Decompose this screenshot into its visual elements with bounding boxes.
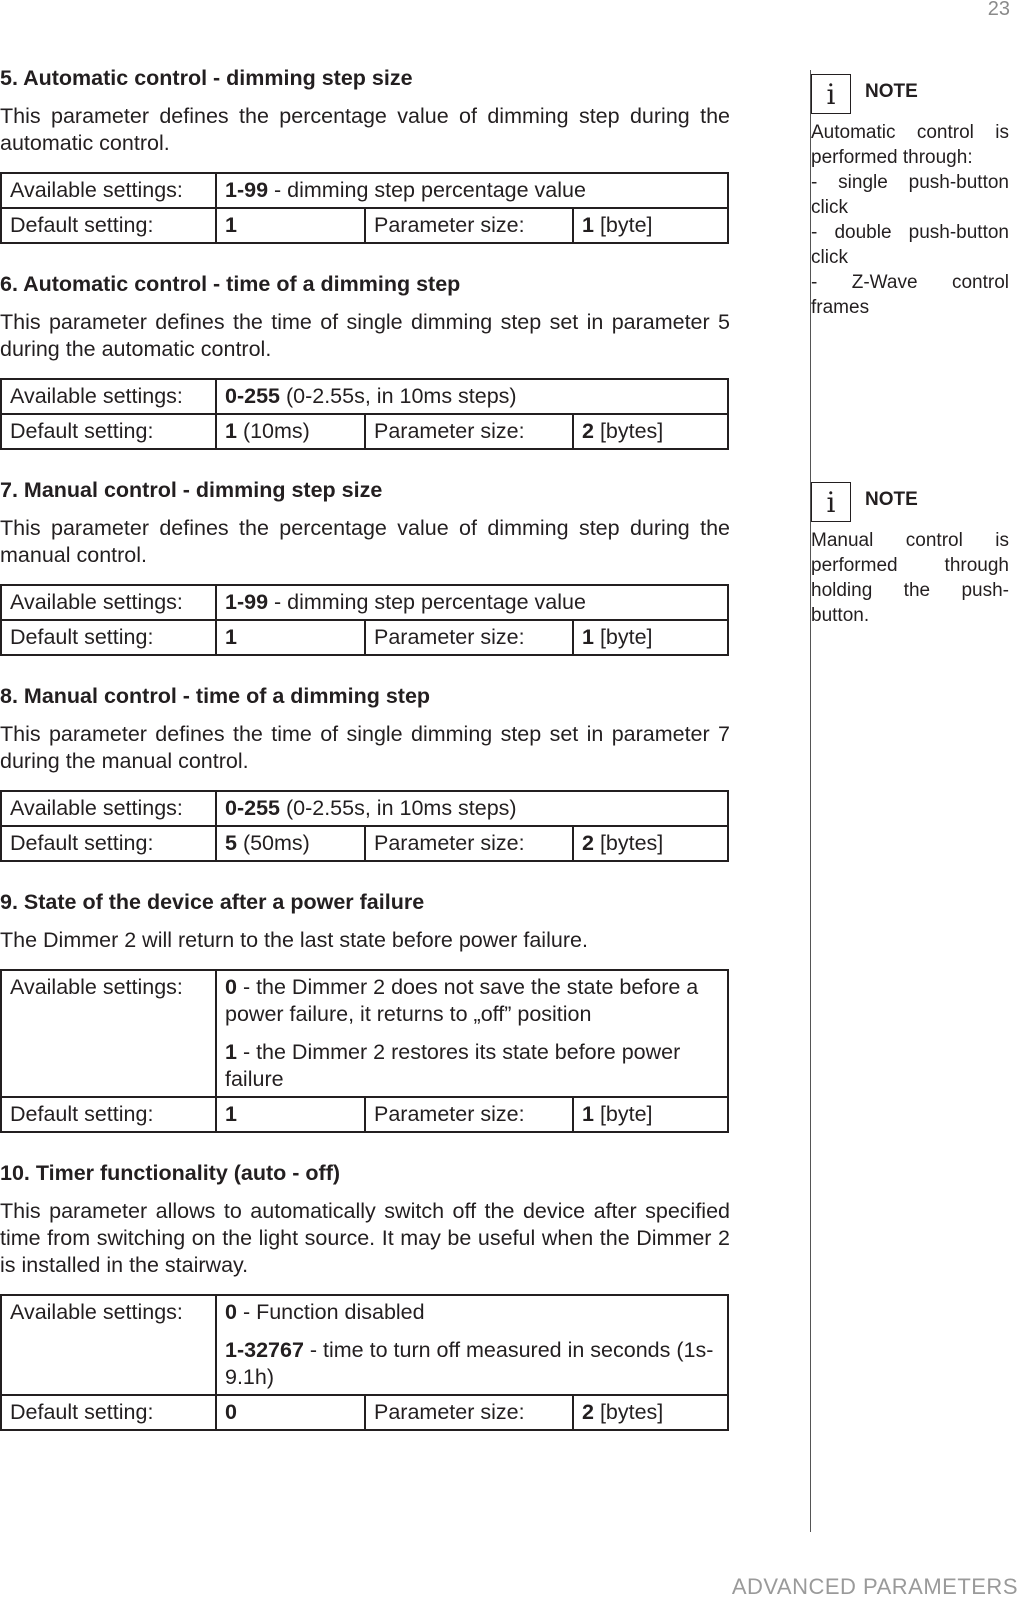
available-settings-row xyxy=(1,791,728,826)
default-setting-row xyxy=(1,620,728,655)
available-settings-label: Available settings: xyxy=(1,585,216,620)
available-settings-row xyxy=(1,379,728,414)
parameter-table xyxy=(0,790,729,862)
default-setting-label: Default setting: xyxy=(1,620,216,655)
parameter-size-value xyxy=(573,1097,728,1132)
setting-option xyxy=(225,1337,719,1391)
setting-value: 1-99 xyxy=(225,590,269,614)
default-setting-label: Default setting: xyxy=(1,826,216,861)
parameter-description: This parameter defines the percentage value of dimming step during the automatic control. xyxy=(0,104,730,155)
setting-description: - time to turn off measured in seconds (1s-9.1h) xyxy=(225,1338,714,1389)
default-setting-row xyxy=(1,1395,728,1430)
available-settings-label: Available settings: xyxy=(1,791,216,826)
note-line: - single push-button click xyxy=(811,172,1009,218)
parameter-table xyxy=(0,1294,729,1431)
default-setting-label: Default setting: xyxy=(1,208,216,243)
parameter-size-label: Parameter size: xyxy=(365,208,573,243)
default-setting-value xyxy=(216,414,365,449)
size-unit: [bytes] xyxy=(593,419,664,443)
parameter-section xyxy=(0,270,730,450)
note-line: - Z-Wave control frames xyxy=(811,272,1009,318)
setting-value: 0 xyxy=(225,1300,237,1324)
size-value: 2 xyxy=(582,419,594,443)
setting-option xyxy=(225,177,719,204)
note-automatic-control xyxy=(811,74,1009,320)
available-settings-value xyxy=(216,585,728,620)
parameter-size-label: Parameter size: xyxy=(365,826,573,861)
setting-description: - dimming step percentage value xyxy=(268,590,586,614)
setting-value: 0 xyxy=(225,975,237,999)
default-value: 0 xyxy=(225,1400,237,1424)
parameter-heading: 10. Timer functionality (auto - off) xyxy=(0,1161,341,1185)
available-settings-row xyxy=(1,173,728,208)
available-settings-row xyxy=(1,585,728,620)
setting-option xyxy=(225,795,719,822)
available-settings-row xyxy=(1,970,728,1097)
note-body xyxy=(811,120,1009,320)
default-setting-row xyxy=(1,414,728,449)
setting-value: 0-255 xyxy=(225,384,280,408)
default-setting-label: Default setting: xyxy=(1,1097,216,1132)
setting-option xyxy=(225,589,719,616)
note-title: NOTE xyxy=(865,81,918,102)
available-settings-value xyxy=(216,173,728,208)
parameter-size-value xyxy=(573,1395,728,1430)
parameter-table xyxy=(0,584,729,656)
parameter-heading: 5. Automatic control - dimming step size xyxy=(0,66,413,90)
setting-description: (0-2.55s, in 10ms steps) xyxy=(280,796,517,820)
parameter-size-label: Parameter size: xyxy=(365,1395,573,1430)
available-settings-value xyxy=(216,379,728,414)
parameter-description: This parameter defines the percentage value of dimming step during the manual control. xyxy=(0,516,730,567)
parameter-section xyxy=(0,64,730,244)
info-icon: i xyxy=(811,74,851,114)
default-value: 1 xyxy=(225,625,237,649)
size-unit: [byte] xyxy=(593,625,653,649)
setting-value: 1-99 xyxy=(225,178,269,202)
setting-option xyxy=(225,974,719,1028)
parameter-heading: 8. Manual control - time of a dimming step xyxy=(0,684,431,708)
size-value: 2 xyxy=(582,1400,594,1424)
note-body xyxy=(811,528,1009,628)
setting-value: 1 xyxy=(225,1040,237,1064)
parameter-description: This parameter defines the time of single dimming step set in parameter 7 during the manual control. xyxy=(0,722,730,773)
note-line: Automatic control is performed through: xyxy=(811,122,1009,168)
setting-option xyxy=(225,1299,719,1326)
default-value: 1 xyxy=(225,419,237,443)
setting-description: - the Dimmer 2 restores its state before power failure xyxy=(225,1040,681,1091)
note-title: NOTE xyxy=(865,489,918,510)
default-value: 1 xyxy=(225,1102,237,1126)
parameter-size-value xyxy=(573,826,728,861)
parameter-description: This parameter defines the time of single dimming step set in parameter 5 during the automatic control. xyxy=(0,310,730,361)
parameter-table xyxy=(0,378,729,450)
parameter-size-label: Parameter size: xyxy=(365,620,573,655)
default-extra: (50ms) xyxy=(236,831,310,855)
parameter-size-label: Parameter size: xyxy=(365,1097,573,1132)
page-number: 23 xyxy=(987,0,1010,20)
default-setting-value xyxy=(216,1097,365,1132)
parameter-section xyxy=(0,1159,730,1431)
default-setting-value xyxy=(216,208,365,243)
available-settings-value xyxy=(216,970,728,1097)
parameter-description: The Dimmer 2 will return to the last state before power failure. xyxy=(0,928,588,952)
parameter-heading: 6. Automatic control - time of a dimming step xyxy=(0,272,461,296)
default-setting-row xyxy=(1,826,728,861)
info-icon: i xyxy=(811,482,851,522)
default-setting-row xyxy=(1,1097,728,1132)
default-setting-value xyxy=(216,1395,365,1430)
setting-description: (0-2.55s, in 10ms steps) xyxy=(280,384,517,408)
footer-section-title: ADVANCED PARAMETERS xyxy=(731,1574,1018,1599)
size-unit: [bytes] xyxy=(593,1400,664,1424)
size-unit: [byte] xyxy=(593,213,653,237)
setting-value: 0-255 xyxy=(225,796,280,820)
size-value: 1 xyxy=(582,625,594,649)
size-unit: [byte] xyxy=(593,1102,653,1126)
parameter-size-label: Parameter size: xyxy=(365,414,573,449)
parameter-size-value xyxy=(573,414,728,449)
available-settings-row xyxy=(1,1295,728,1395)
setting-description: - the Dimmer 2 does not save the state before a power failure, it returns to „off” position xyxy=(225,975,699,1026)
available-settings-value xyxy=(216,1295,728,1395)
note-manual-control xyxy=(811,482,1009,628)
note-line: Manual control is performed through holding the push-button. xyxy=(811,530,1009,626)
setting-option xyxy=(225,1039,719,1093)
default-setting-row xyxy=(1,208,728,243)
parameter-heading: 9. State of the device after a power failure xyxy=(0,890,425,914)
main-content xyxy=(0,64,730,1457)
size-value: 1 xyxy=(582,213,594,237)
available-settings-label: Available settings: xyxy=(1,1295,216,1395)
default-setting-label: Default setting: xyxy=(1,414,216,449)
parameter-section xyxy=(0,888,730,1133)
size-unit: [bytes] xyxy=(593,831,664,855)
setting-description: - Function disabled xyxy=(236,1300,425,1324)
parameter-size-value xyxy=(573,620,728,655)
setting-option xyxy=(225,383,719,410)
available-settings-label: Available settings: xyxy=(1,379,216,414)
available-settings-label: Available settings: xyxy=(1,970,216,1097)
available-settings-label: Available settings: xyxy=(1,173,216,208)
parameter-table xyxy=(0,172,729,244)
parameter-section xyxy=(0,476,730,656)
parameter-table xyxy=(0,969,729,1133)
setting-value: 1-32767 xyxy=(225,1338,304,1362)
parameter-heading: 7. Manual control - dimming step size xyxy=(0,478,383,502)
note-line: - double push-button click xyxy=(811,222,1009,268)
default-setting-label: Default setting: xyxy=(1,1395,216,1430)
default-value: 5 xyxy=(225,831,237,855)
parameter-section xyxy=(0,682,730,862)
default-value: 1 xyxy=(225,213,237,237)
parameter-size-value xyxy=(573,208,728,243)
default-setting-value xyxy=(216,620,365,655)
setting-description: - dimming step percentage value xyxy=(268,178,586,202)
size-value: 2 xyxy=(582,831,594,855)
default-extra: (10ms) xyxy=(236,419,310,443)
default-setting-value xyxy=(216,826,365,861)
available-settings-value xyxy=(216,791,728,826)
parameter-description: This parameter allows to automatically switch off the device after specified time from switching on the light source. It may be useful when the Dimmer 2 is installed in the stairway. xyxy=(0,1199,730,1277)
size-value: 1 xyxy=(582,1102,594,1126)
